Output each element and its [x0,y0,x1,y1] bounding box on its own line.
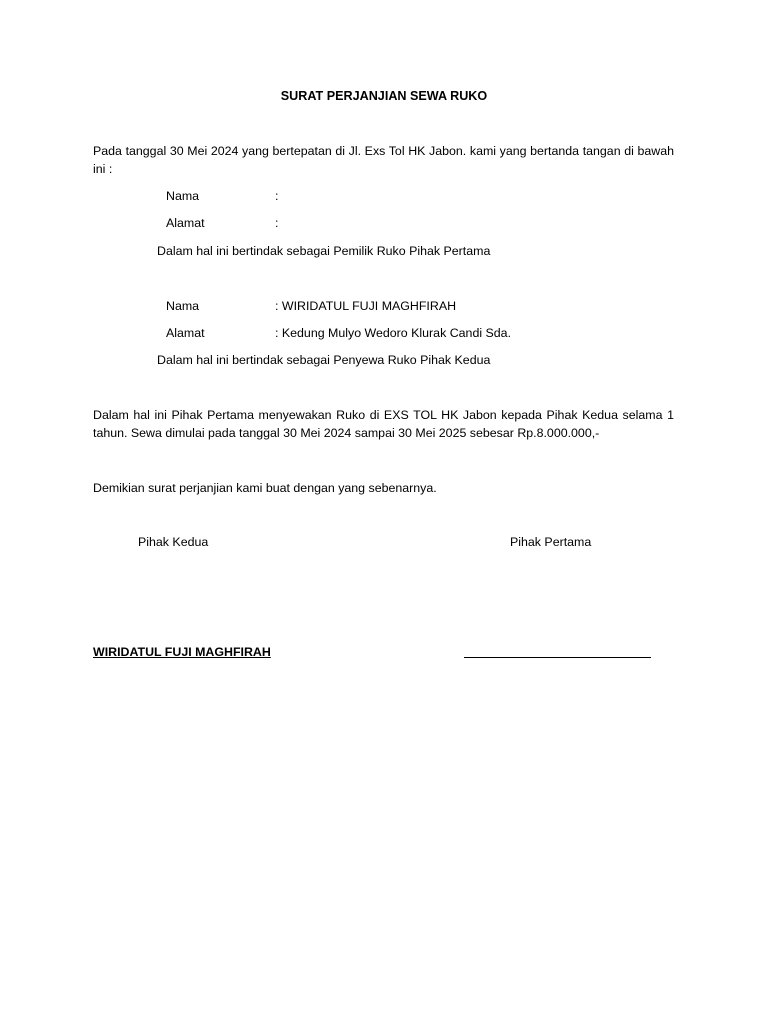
party2-alamat-value: : Kedung Mulyo Wedoro Klurak Candi Sda. [275,326,512,340]
signature-left-name: WIRIDATUL FUJI MAGHFIRAH [93,645,271,659]
party1-alamat-label: Alamat [166,216,205,230]
party2-nama-value: : WIRIDATUL FUJI MAGHFIRAH [275,299,457,313]
signature-left-label: Pihak Kedua [138,535,209,549]
party1-nama-value: : [275,189,279,203]
signature-right-line [464,657,651,658]
agreement-paragraph: Dalam hal ini Pihak Pertama menyewakan Ruko di EXS TOL HK Jabon kepada Pihak Kedua selama 1 tahun. Sewa dimulai pada tanggal 30 Mei 2024 sampai 30 Mei 2025 sebesar Rp.8.000.000,- [93,408,674,440]
intro-paragraph: Pada tanggal 30 Mei 2024 yang bertepatan di Jl. Exs Tol HK Jabon. kami yang bertanda tangan di bawah ini : [93,144,674,176]
party2-nama-label: Nama [166,299,200,313]
party1-nama-label: Nama [166,189,200,203]
signature-right-label: Pihak Pertama [510,535,592,549]
party1-alamat-value: : [275,216,279,230]
closing-paragraph: Demikian surat perjanjian kami buat dengan yang sebenarnya. [93,481,437,495]
party1-role: Dalam hal ini bertindak sebagai Pemilik Ruko Pihak Pertama [157,244,491,258]
party2-alamat-label: Alamat [166,326,205,340]
document-title: SURAT PERJANJIAN SEWA RUKO [280,89,488,103]
party2-role: Dalam hal ini bertindak sebagai Penyewa Ruko Pihak Kedua [157,353,491,367]
